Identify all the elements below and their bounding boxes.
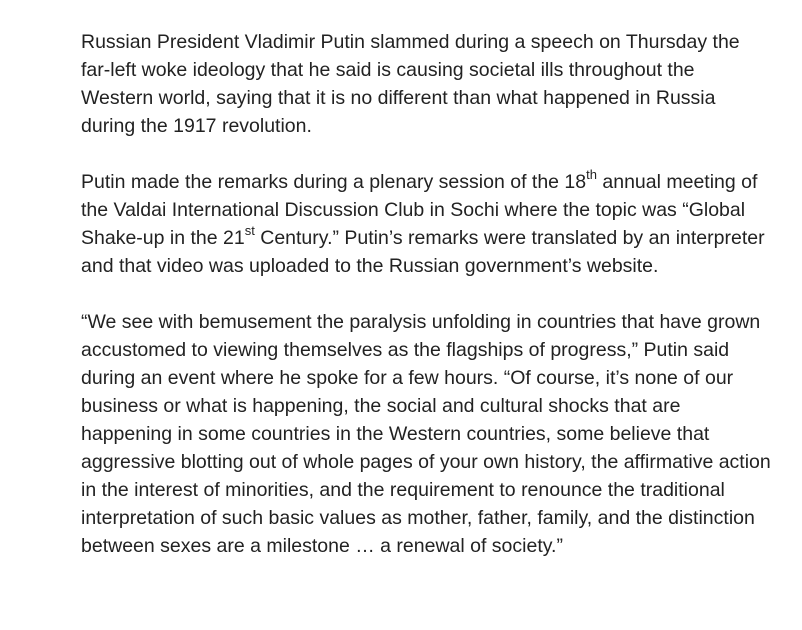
paragraph-1-text: Russian President Vladimir Putin slammed during a speech on Thursday the far-left woke ideology that he said is causing societal ills throughout the Western world, saying that it is no different than what happened in Russia during the 1917 revolution. bbox=[81, 31, 740, 137]
paragraph-2-part-1: Putin made the remarks during a plenary session of the 18 bbox=[81, 171, 587, 193]
paragraph-3 bbox=[81, 308, 771, 560]
paragraph-2-part-3: Century.” Putin’s remarks were translated by an interpreter and that video was uploaded to the Russian government’s website. bbox=[81, 227, 765, 277]
ordinal-suffix-th: th bbox=[586, 166, 597, 182]
paragraph-2 bbox=[81, 168, 771, 280]
paragraph-3-text: “We see with bemusement the paralysis unfolding in countries that have grown accustomed to viewing themselves as the flagships of progress,” Putin said during an event where he spoke for a few hours. “Of course, it’s none of our business or what is happening, the social and cultural shocks that are happening in some countries in the Western countries, some believe that aggressive blotting out of whole pages of your own history, the affirmative action in the interest of minorities, and the requirement to renounce the traditional interpretation of such basic values as mother, father, family, and the distinction between sexes are a milestone … a renewal of society.” bbox=[81, 311, 771, 557]
paragraph-2-part-2: annual meeting of the Valdai International Discussion Club in Sochi where the topic was “Global Shake-up in the 21 bbox=[81, 171, 758, 249]
article-body bbox=[81, 28, 771, 560]
paragraph-1 bbox=[81, 28, 771, 140]
ordinal-suffix-st: st bbox=[244, 222, 255, 238]
